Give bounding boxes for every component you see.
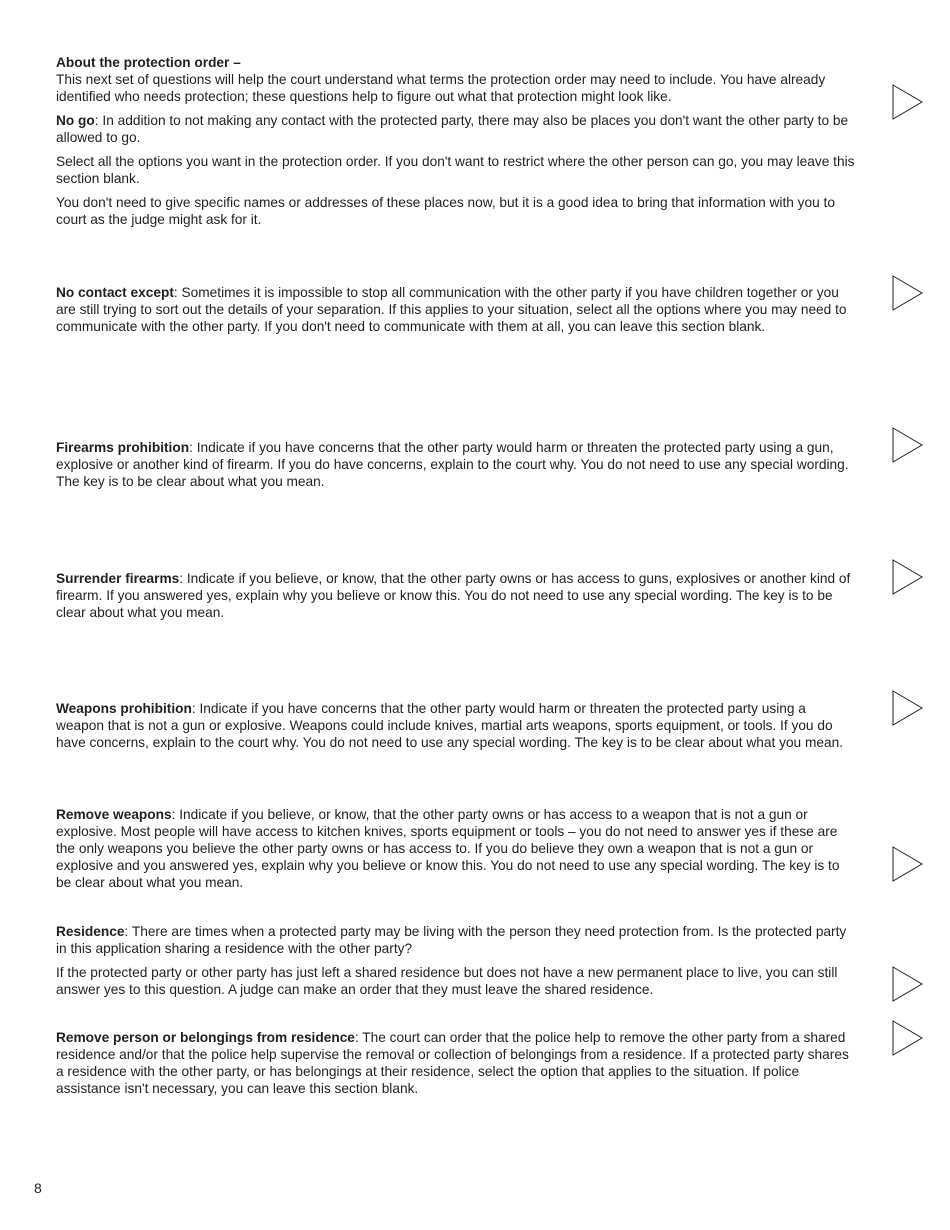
no-contact-term: No contact except [56,285,174,300]
firearms-prohibition-term: Firearms prohibition [56,440,190,455]
play-arrow-icon [892,690,924,726]
section-remove-person [56,1029,856,1104]
section-surrender-firearms [56,570,856,628]
play-arrow-icon [892,966,924,1002]
remove-person-text: : The court can order that the police help to remove the other party from a shared residence and/or that the police help supervise the removal or collection of belongings from a residence. If a protected party shares a residence with the other party, or has belongings at their residence, select the option that applies to the situation. If police assistance isn't necessary, you can leave this section blank. [56,1030,849,1096]
residence-text: : There are times when a protected party may be living with the person they need protection from. Is the protected party in this application sharing a residence with the other party? [56,924,847,956]
play-arrow-icon [892,427,924,463]
section-firearms-prohibition [56,439,856,497]
residence-term: Residence [56,924,125,939]
play-arrow-icon [892,275,924,311]
surrender-firearms-text: : Indicate if you believe, or know, that the other party owns or has access to guns, explosives or another kind of firearm. If you answered yes, explain why you believe or know this. You do not need to use any special wording. The key is to be clear about what you mean. [56,571,851,620]
play-arrow-icon [892,559,924,595]
remove-weapons-text: : Indicate if you believe, or know, that the other party owns or has access to a weapon that is not a gun or explosive. Most people will have access to kitchen knives, sports equipment or tools – you do not need to answer yes if these are the only weapons you believe the other party owns or has access to. If you do believe they own a weapon that is not a gun or explosive and you answered yes, explain why you believe or know this. You do not need to use any special wording. The key is to be clear about what you mean. [56,807,840,890]
section-weapons-prohibition [56,700,856,758]
no-contact-text: : Sometimes it is impossible to stop all communication with the other party if you have children together or you are still trying to sort out the details of your separation. If this applies to your situation, select all the options where you may need to communicate with the other party. If you don't need to communicate with them at all, you can leave this section blank. [56,285,847,334]
surrender-firearms-term: Surrender firearms [56,571,180,586]
remove-person-term: Remove person or belongings from residence [56,1030,355,1045]
play-arrow-icon [892,846,924,882]
section-about [56,54,856,235]
play-arrow-icon [892,1020,924,1056]
no-go-term: No go [56,113,95,128]
firearms-prohibition-text: : Indicate if you have concerns that the other party would harm or threaten the protected party using a gun, explosive or another kind of firearm. If you do have concerns, explain to the court why. You do not need to use any special wording. The key is to be clear about what you mean. [56,440,849,489]
no-go-para-2: Select all the options you want in the protection order. If you don't want to restrict where the other person can go, you may leave this section blank. [56,154,855,186]
no-go-text: : In addition to not making any contact with the protected party, there may also be places you don't want the other party to be allowed to go. [56,113,849,145]
remove-weapons-term: Remove weapons [56,807,172,822]
page-number: 8 [34,1180,42,1196]
play-arrow-icon [892,84,924,120]
residence-para-2: If the protected party or other party has just left a shared residence but does not have a new permanent place to live, you can still answer yes to this question. A judge can make an order that they must leave the shared residence. [56,965,838,997]
weapons-prohibition-term: Weapons prohibition [56,701,192,716]
section-remove-weapons [56,806,856,898]
no-go-para-3: You don't need to give specific names or addresses of these places now, but it is a good idea to bring that information with you to court as the judge might ask for it. [56,195,835,227]
section-residence [56,923,856,1005]
weapons-prohibition-text: : Indicate if you have concerns that the other party would harm or threaten the protected party using a weapon that is not a gun or explosive. Weapons could include knives, martial arts weapons, sports equipment, or tools. If you do have concerns, explain to the court why. You do not need to use any special wording. The key is to be clear about what you mean. [56,701,844,750]
about-text: This next set of questions will help the court understand what terms the protection order may need to include. You have already identified who needs protection; these questions help to figure out what that protection might look like. [56,72,826,104]
about-heading: About the protection order – [56,55,241,70]
section-no-contact [56,284,856,342]
